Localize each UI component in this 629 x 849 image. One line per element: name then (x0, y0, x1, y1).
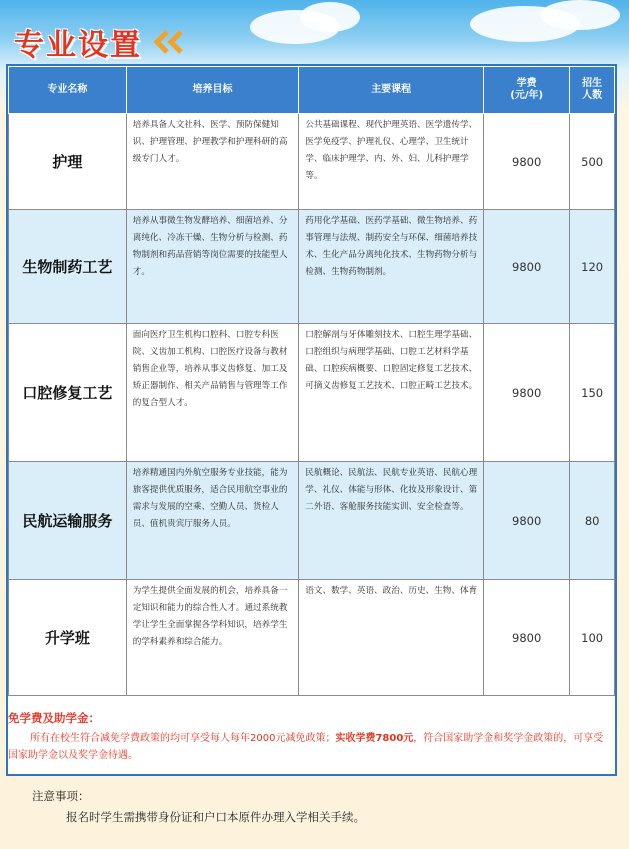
table-row (9, 114, 615, 210)
tuition-text-bold: 实收学费7800元 (335, 733, 414, 744)
major-fee: 9800 (484, 580, 570, 696)
major-goal: 培养从事微生物发酵培养、细菌培养、分离纯化、冷冻干燥、生物分析与检测、药物制剂和药品营销等岗位需要的技能型人才。 (126, 210, 299, 324)
major-quota: 120 (570, 210, 615, 324)
table-header-row (9, 67, 615, 114)
title-area (14, 22, 186, 62)
tuition-section (8, 710, 608, 764)
header-major: 专业名称 (9, 67, 127, 114)
major-goal: 面向医疗卫生机构口腔科、口腔专科医院、义齿加工机构、口腔医疗设备与教材销售企业等，培养从事义齿修复、加工及矫正器制作、相关产品销售与管理等工作的复合型人才。 (126, 324, 299, 462)
cloud-decoration (540, 0, 620, 30)
major-courses: 民航概论、民航法、民航专业英语、民航心理学、礼仪、体能与形体、化妆及形象设计、第二外语、客舱服务技能实训、安全检查等。 (299, 462, 484, 580)
major-courses: 公共基础课程、现代护理英语、医学遗传学、医学免疫学、护理礼仪、心理学、卫生统计学、临床护理学、内、外、妇、儿科护理学等。 (299, 114, 484, 210)
major-panel (6, 64, 617, 776)
tuition-title: 免学费及助学金： (8, 711, 100, 725)
header-quota (570, 67, 615, 114)
header-fee (484, 67, 570, 114)
major-name: 民航运输服务 (9, 462, 127, 580)
major-name: 升学班 (9, 580, 127, 696)
major-goal: 培养精通国内外航空服务专业技能，能为旅客提供优质服务，适合民用航空事业的需求与发展的空乘、空勤人员、货检人员、值机贵宾厅服务人员。 (126, 462, 299, 580)
major-quota: 100 (570, 580, 615, 696)
major-fee: 9800 (484, 114, 570, 210)
major-table (8, 66, 615, 696)
major-fee: 9800 (484, 462, 570, 580)
tuition-text-before: 所有在校生符合减免学费政策的均可享受每人每年2000元减免政策； (30, 733, 336, 744)
page-title: 专业设置 (14, 28, 142, 63)
header-courses: 主要课程 (299, 67, 484, 114)
table-row (9, 210, 615, 324)
header-fee-line1: 学费 (516, 78, 537, 89)
table-row (9, 580, 615, 696)
major-name: 生物制药工艺 (9, 210, 127, 324)
table-row (9, 324, 615, 462)
notice-title: 注意事项： (32, 789, 90, 803)
cloud-decoration (300, 2, 360, 32)
table-row (9, 462, 615, 580)
major-goal: 为学生提供全面发展的机会，培养具备一定知识和能力的综合性人才。通过系统教学让学生全面掌握各学科知识，培养学生的学科素养和综合能力。 (126, 580, 299, 696)
header-fee-line2: (元/年) (510, 90, 544, 101)
major-courses: 口腔解剖与牙体雕刻技术、口腔生理学基础、口腔组织与病理学基础、口腔工艺材料学基础、口腔疾病概要、口腔固定修复工艺技术、可摘义齿修复工艺技术、口腔正畸工艺技术。 (299, 324, 484, 462)
major-name: 口腔修复工艺 (9, 324, 127, 462)
tuition-text (8, 730, 608, 764)
major-quota: 500 (570, 114, 615, 210)
major-quota: 80 (570, 462, 615, 580)
tuition-text-after: ，符合国家助学金和奖学金政策的，可享受国家助学金以及奖学金待遇。 (8, 733, 604, 761)
major-courses: 语文、数学、英语、政治、历史、生物、体育 (299, 580, 484, 696)
major-fee: 9800 (484, 210, 570, 324)
notice-text: 报名时学生需携带身份证和户口本原件办理入学相关手续。 (66, 810, 365, 824)
double-chevron-left-icon (152, 29, 186, 55)
header-quota-line2: 人数 (582, 90, 603, 101)
major-quota: 150 (570, 324, 615, 462)
notice-section (32, 786, 365, 828)
major-fee: 9800 (484, 324, 570, 462)
header-quota-line1: 招生 (582, 78, 603, 89)
major-goal: 培养具备人文社科、医学、预防保健知识、护理管理、护理教学和护理科研的高级专门人才。 (126, 114, 299, 210)
header-goal: 培养目标 (126, 67, 299, 114)
major-courses: 药用化学基础、医药学基础、微生物培养、药事管理与法规、制药安全与环保、细菌培养技术、生化产品分离纯化技术、生物药物分析与检测、生物药物制剂。 (299, 210, 484, 324)
major-name: 护理 (9, 114, 127, 210)
